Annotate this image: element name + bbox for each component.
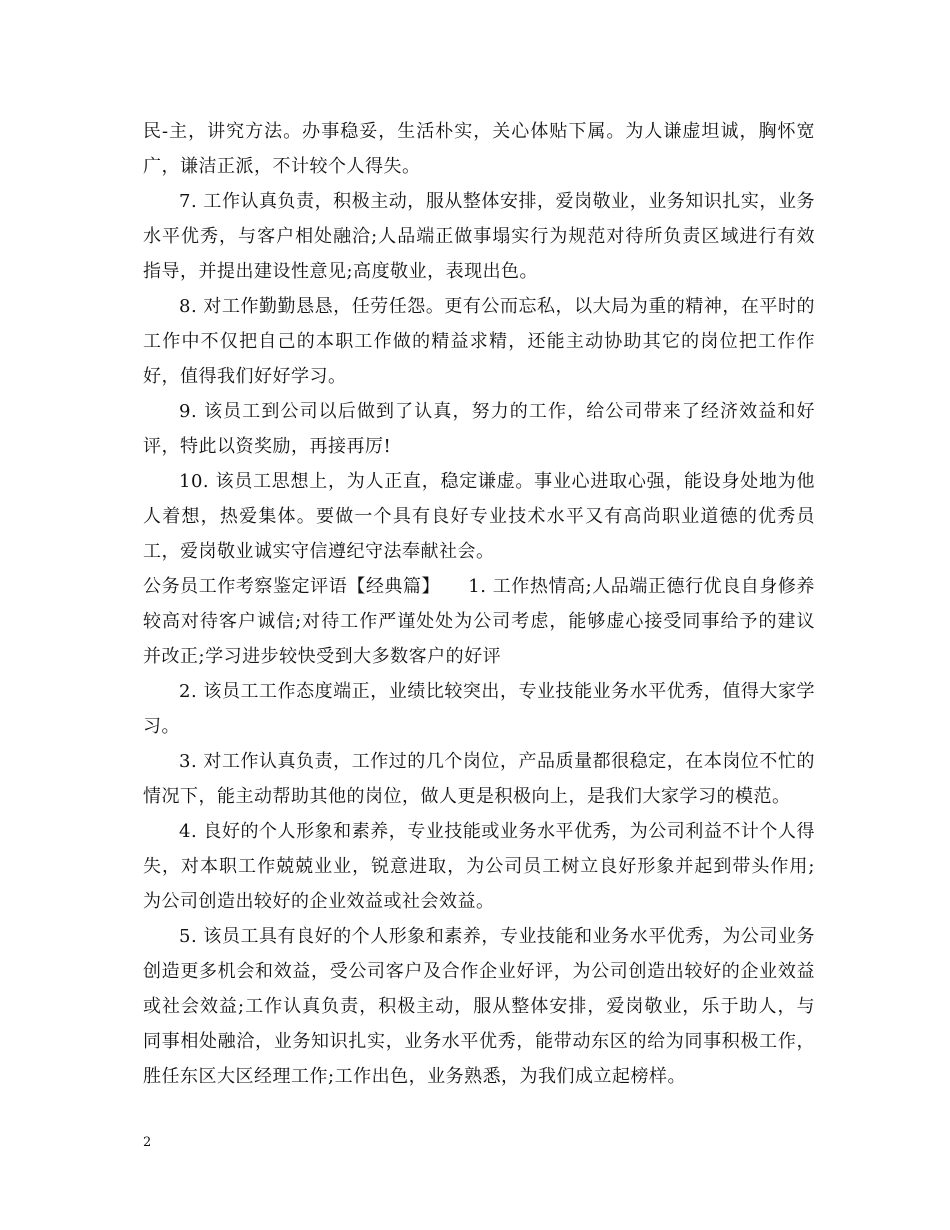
paragraph-item-4: 4. 良好的个人形象和素养，专业技能或业务水平优秀，为公司利益不计个人得失，对本职工作兢兢业业，锐意进取，为公司员工树立良好形象并起到带头作用;为公司创造出较好的企业效益或社会效益。	[143, 821, 815, 912]
paragraph-item-2: 2. 该员工工作态度端正，业绩比较突出，专业技能业务水平优秀，值得大家学习。	[143, 681, 815, 737]
paragraph-item-9: 9. 该员工到公司以后做到了认真，努力的工作，给公司带来了经济效益和好评，特此以资奖励，再接再厉!	[143, 401, 815, 457]
paragraph-continuation: 民-主，讲究方法。办事稳妥，生活朴实，关心体贴下属。为人谦虚坦诚，胸怀宽广，谦洁正派，不计较个人得失。	[143, 121, 815, 177]
page-number: 2	[143, 1135, 152, 1150]
document-body	[143, 114, 815, 1094]
paragraph-item-7: 7. 工作认真负责，积极主动，服从整体安排，爱岗敬业，业务知识扎实，业务水平优秀，与客户相处融洽;人品端正做事塌实行为规范对待所负责区域进行有效指导，并提出建设性意见;高度敬业，表现出色。	[143, 191, 815, 282]
section-heading-paragraph: 公务员工作考察鉴定评语【经典篇】 1. 工作热情高;人品端正德行优良自身修养较高对待客户诚信;对待工作严谨处处为公司考虑，能够虚心接受同事给予的建议并改正;学习进步较快受到大多数客户的好评	[143, 576, 815, 667]
paragraph-item-8: 8. 对工作勤勤恳恳，任劳任怨。更有公而忘私，以大局为重的精神，在平时的工作中不仅把自己的本职工作做的精益求精，还能主动协助其它的岗位把工作作好，值得我们好好学习。	[143, 296, 815, 387]
paragraph-item-10: 10. 该员工思想上，为人正直，稳定谦虚。事业心进取心强，能设身处地为他人着想，热爱集体。要做一个具有良好专业技术水平又有高尚职业道德的优秀员工，爱岗敬业诚实守信遵纪守法奉献社会。	[143, 471, 815, 562]
paragraph-item-3: 3. 对工作认真负责，工作过的几个岗位，产品质量都很稳定，在本岗位不忙的情况下，能主动帮助其他的岗位，做人更是积极向上，是我们大家学习的模范。	[143, 751, 815, 807]
paragraph-item-5: 5. 该员工具有良好的个人形象和素养，专业技能和业务水平优秀，为公司业务创造更多机会和效益，受公司客户及合作企业好评，为公司创造出较好的企业效益或社会效益;工作认真负责，积极主动，服从整体安排，爱岗敬业，乐于助人，与同事相处融洽，业务知识扎实，业务水平优秀，能带动东区的给为同事积极工作，胜任东区大区经理工作;工作出色，业务熟悉，为我们成立起榜样。	[143, 926, 815, 1087]
